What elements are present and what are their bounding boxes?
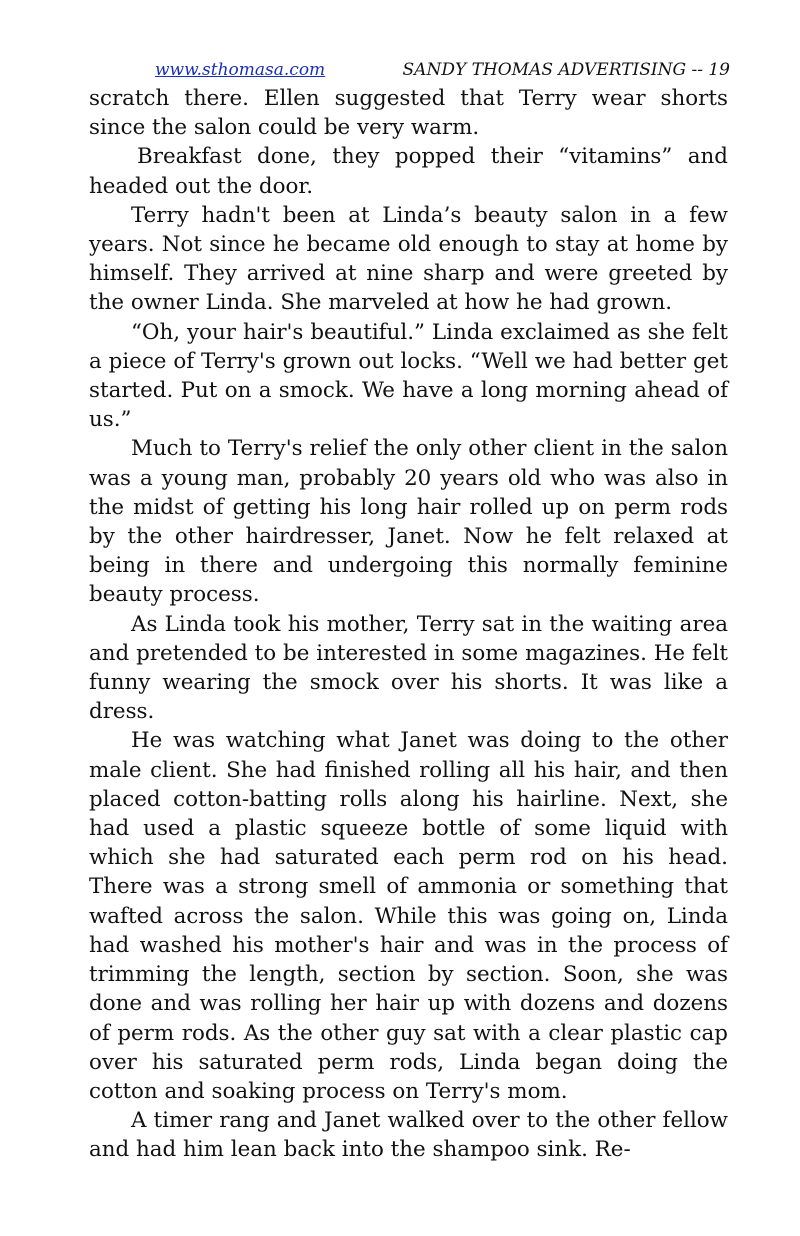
paragraph: Much to Terry's relief the only other client in the salon was a young man, probably 20 years old who was also in the midst of getting his long hair rolled up on perm rods by the other hairdresser, Janet. Now he felt relaxed at being in there and undergoing this normally feminine beauty process.: [89, 436, 728, 608]
paragraph: A timer rang and Janet walked over to the other fellow and had him lean back into the shampoo sink. Re-: [89, 1108, 728, 1163]
paragraph: “Oh, your hair's beautiful.” Linda exclaimed as she felt a piece of Terry's grown out locks. “Well we had better get started. Put on a smock. We have a long morning ahead of us.”: [89, 319, 728, 433]
paragraph: Breakfast done, they popped their “vitamins” and headed out the door.: [89, 144, 728, 199]
paragraph: As Linda took his mother, Terry sat in the waiting area and pretended to be interested in some magazines. He felt funny wearing the smock over his shorts. It was like a dress.: [89, 611, 728, 725]
website-link[interactable]: www.sthomasa.com: [155, 60, 326, 80]
paragraph: Terry hadn't been at Linda’s beauty salon in a few years. Not since he became old enough to stay at home by himself. They arrived at nine sharp and were greeted by the owner Linda. She marveled at how he had grown.: [89, 202, 728, 316]
paragraph: scratch there. Ellen suggested that Terry wear shorts since the salon could be very warm.: [89, 86, 728, 141]
running-head: SANDY THOMAS ADVERTISING -- 19: [402, 60, 730, 80]
page-header: [155, 60, 730, 82]
paragraph: He was watching what Janet was doing to the other male client. She had finished rolling all his hair, and then placed cotton-batting rolls along his hairline. Next, she had used a plastic squeeze bottle of some liquid with which she had saturated each perm rod on his head. There was a strong smell of ammonia or something that wafted across the salon. While this was going on, Linda had washed his mother's hair and was in the process of trimming the length, section by section. Soon, she was done and was rolling her hair up with dozens and dozens of perm rods. As the other guy sat with a clear plastic cap over his saturated perm rods, Linda began doing the cotton and soaking process on Terry's mom.: [89, 728, 728, 1104]
body-text: [89, 84, 728, 1165]
